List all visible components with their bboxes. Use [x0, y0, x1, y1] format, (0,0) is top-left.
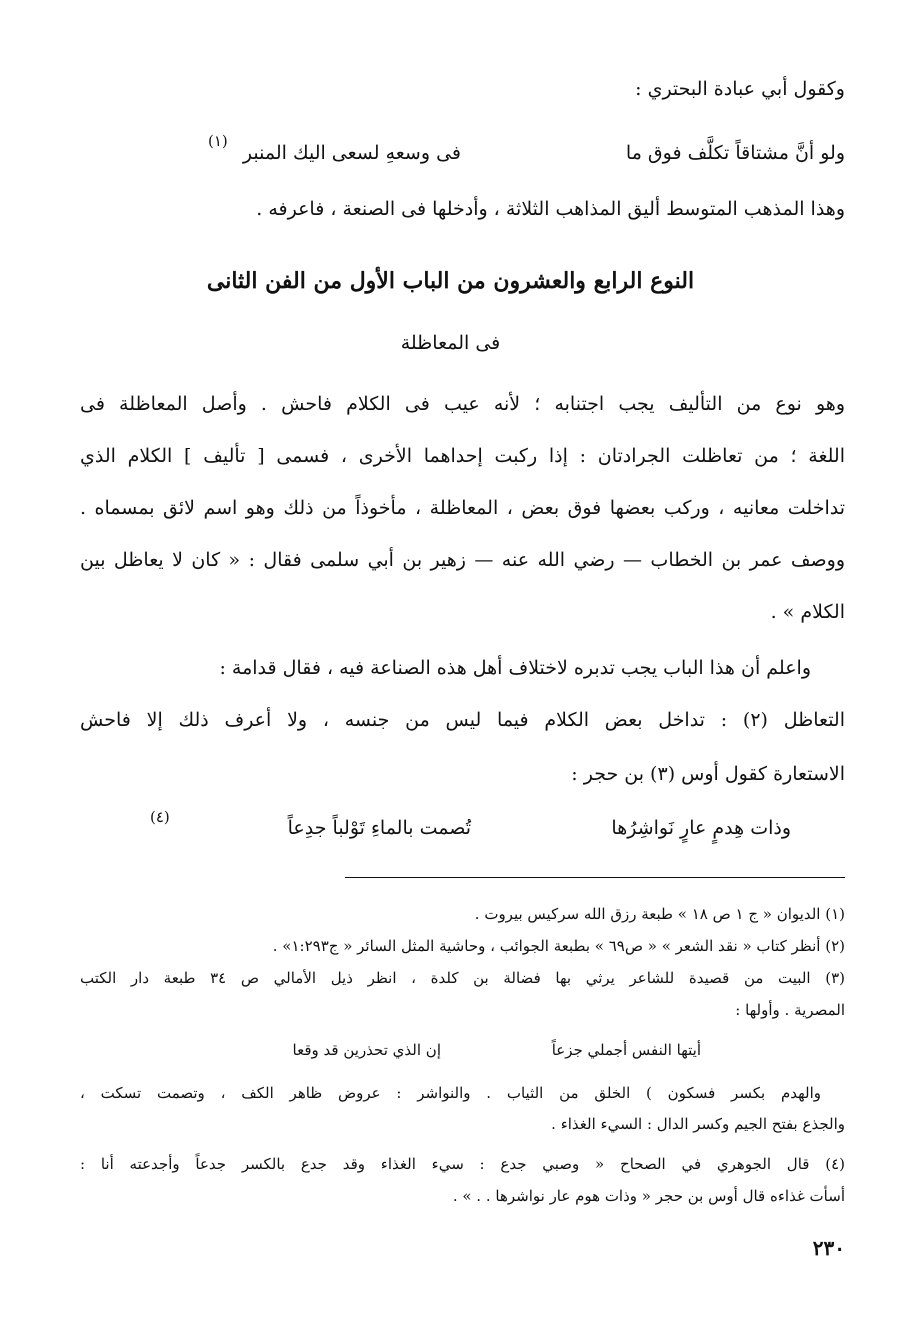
paragraph-2-line: التعاظل (٢) : تداخل بعض الكلام فيما ليس من جنسه ، ولا أعرف ذلك إلا فاحش [80, 709, 845, 731]
footnote-2: (٢) أنظر كتاب « نقد الشعر » « ص٦٩ » بطبعة الجوائب ، وحاشية المثل السائر « ج١:٢٩٣» . [272, 937, 845, 955]
footnote-3-gloss-line: والهدم بكسر فسكون ) الخلق من الثياب . والنواشر : عروض ظاهر الكف ، وتصمت تسكت ، [80, 1084, 821, 1102]
conclusion-line: وهذا المذهب المتوسط أليق المذاهب الثلاثة ، وأدخلها فى الصنعة ، فاعرفه . [256, 198, 845, 220]
footnote-divider [345, 877, 845, 878]
footnote-ref-4: (٤) [150, 808, 170, 826]
paragraph-1-line: اللغة ؛ من تعاظلت الجرادتان : إذا ركبت إحداهما الأخرى ، فسمى [ تأليف ] الكلام الذي [80, 445, 845, 467]
paragraph-1-line: الكلام » . [770, 601, 845, 623]
footnote-ref-1: (١) [208, 132, 228, 150]
footnote-1: (١) الديوان « ج ١ ص ١٨ » طبعة رزق الله سركيس بيروت . [474, 905, 845, 923]
verse-1-second-hemistich: فى وسعهِ لسعى اليك المنبر [242, 142, 461, 164]
footnote-3-verse-second-hemistich: إن الذي تحذرين قد وقعا [292, 1041, 441, 1059]
verse-2-first-hemistich: وذات هِدمٍ عارٍ نَواشِرُها [611, 817, 791, 839]
footnote-4-line: أسأت غذاءه قال أوس بن حجر « وذات هوم عار نواشرها . . » . [452, 1187, 845, 1205]
section-heading: النوع الرابع والعشرون من الباب الأول من الفن الثانى [206, 268, 695, 294]
paragraph-2-line: واعلم أن هذا الباب يجب تدبره لاختلاف أهل هذه الصناعة فيه ، فقال قدامة : [219, 657, 811, 679]
paragraph-1-line: ووصف عمر بن الخطاب — رضي الله عنه — زهير بن أبي سلمى فقال : « كان لا يعاظل بين [80, 549, 845, 571]
paragraph-2-line: الاستعارة كقول أوس (٣) بن حجر : [571, 763, 845, 785]
footnote-3-gloss-line: والجذع بفتح الجيم وكسر الدال : السيء الغذاء . [551, 1115, 845, 1133]
section-subheading: فى المعاظلة [400, 332, 501, 354]
footnote-3-verse-first-hemistich: أيتها النفس أجملي جزعاً [551, 1041, 701, 1059]
paragraph-1-line: وهو نوع من التأليف يجب اجتنابه ؛ لأنه عيب فى الكلام فاحش . وأصل المعاظلة فى [80, 393, 845, 415]
footnote-4-line: (٤) قال الجوهري في الصحاح « وصبي جدع : سيء الغذاء وقد جدع بالكسر جدعاً وأجدعته أنا : [80, 1155, 845, 1173]
footnote-3-line: (٣) البيت من قصيدة للشاعر يرثي بها فضالة بن كلدة ، انظر ذيل الأمالي ص ٣٤ طبعة دار الكتب [80, 969, 845, 987]
verse-2-second-hemistich: تُصمت بالماءِ تَوْلباً جدِعاً [287, 817, 471, 839]
paragraph-1-line: تداخلت معانيه ، وركب بعضها فوق بعض ، المعاظلة ، مأخوذاً من ذلك وهو اسم لائق بمسماه . [80, 497, 845, 519]
intro-line: وكقول أبي عبادة البحتري : [635, 78, 845, 100]
footnote-3-line: المصرية . وأولها : [735, 1001, 845, 1019]
page-number: ٢٣٠ [812, 1236, 845, 1260]
verse-1-first-hemistich: ولو أنَّ مشتاقاً تكلَّف فوق ما [625, 142, 845, 164]
